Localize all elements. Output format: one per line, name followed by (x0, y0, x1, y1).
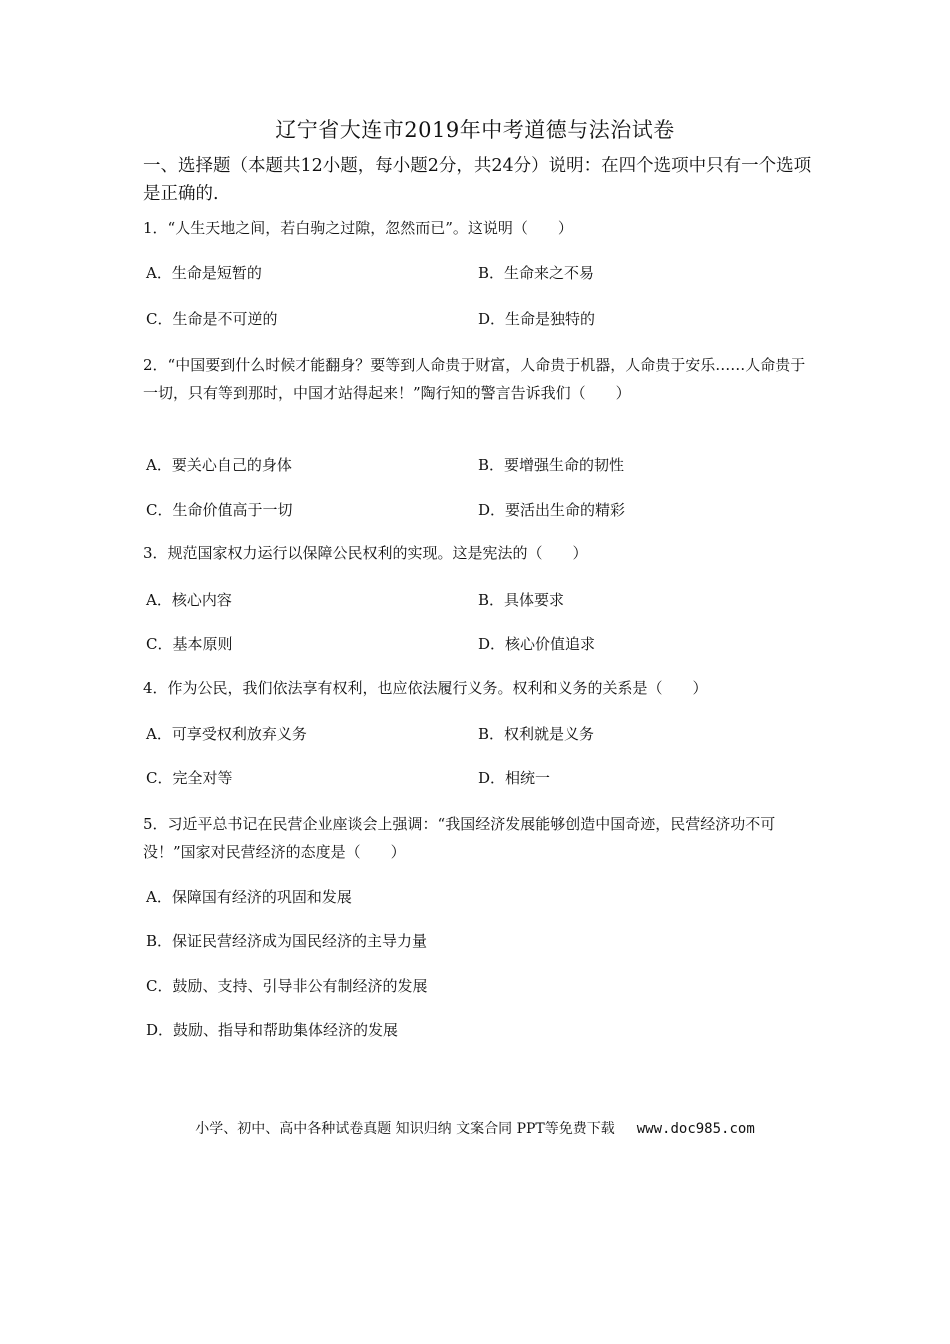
document-title: 辽宁省大连市2019年中考道德与法治试卷 (275, 118, 675, 142)
question-4-option-b: B．权利就是义务 (478, 725, 595, 743)
question-3-option-d: D．核心价值追求 (478, 635, 596, 653)
question-4-option-d: D．相统一 (478, 769, 551, 787)
question-2-stem: 2．“中国要到什么时候才能翻身？要等到人命贵于财富，人命贵于机器，人命贵于安乐……人命贵于一切，只有等到那时，中国才站得起来！”陶行知的警言告诉我们（ ） (143, 356, 806, 402)
question-2-option-b: B．要增强生命的韧性 (478, 456, 625, 474)
question-2-option-d: D．要活出生命的精彩 (478, 501, 626, 519)
question-1-option-c: C．生命是不可逆的 (146, 310, 278, 328)
question-5-stem: 5．习近平总书记在民营企业座谈会上强调：“我国经济发展能够创造中国奇迹，民营经济功不可没！”国家对民营经济的态度是（ ） (143, 815, 776, 861)
question-5-option-a: A．保障国有经济的巩固和发展 (146, 888, 352, 906)
question-3-option-b: B．具体要求 (478, 591, 565, 609)
question-4-stem: 4．作为公民，我们依法享有权利，也应依法履行义务。权利和义务的关系是（ ） (143, 679, 708, 697)
question-3-option-a: A．核心内容 (146, 591, 232, 609)
question-4-option-a: A．可享受权利放弃义务 (146, 725, 307, 743)
footer-url-link[interactable]: www.doc985.com (636, 1121, 755, 1137)
question-3-stem: 3．规范国家权力运行以保障公民权利的实现。这是宪法的（ ） (143, 544, 588, 562)
question-1-option-b: B．生命来之不易 (478, 264, 595, 282)
question-5-option-b: B．保证民营经济成为国民经济的主导力量 (146, 932, 428, 950)
question-1-option-a: A．生命是短暂的 (146, 264, 262, 282)
question-5-option-d: D．鼓励、指导和帮助集体经济的发展 (146, 1021, 399, 1039)
question-2-option-a: A．要关心自己的身体 (146, 456, 292, 474)
footer-text: 小学、初中、高中各种试卷真题 知识归纳 文案合同 PPT等免费下载 (195, 1121, 615, 1137)
question-1-stem: 1．“人生天地之间，若白驹之过隙，忽然而已”。这说明（ ） (143, 219, 573, 237)
question-4-option-c: C．完全对等 (146, 769, 233, 787)
section-heading: 一、选择题（本题共12小题，每小题2分，共24分）说明：在四个选项中只有一个选项是正确的. (143, 156, 812, 204)
question-2-option-c: C．生命价值高于一切 (146, 501, 293, 519)
page-footer (0, 1119, 950, 1139)
question-3-option-c: C．基本原则 (146, 635, 233, 653)
question-5-option-c: C．鼓励、支持、引导非公有制经济的发展 (146, 977, 428, 995)
question-1-option-d: D．生命是独特的 (478, 310, 596, 328)
